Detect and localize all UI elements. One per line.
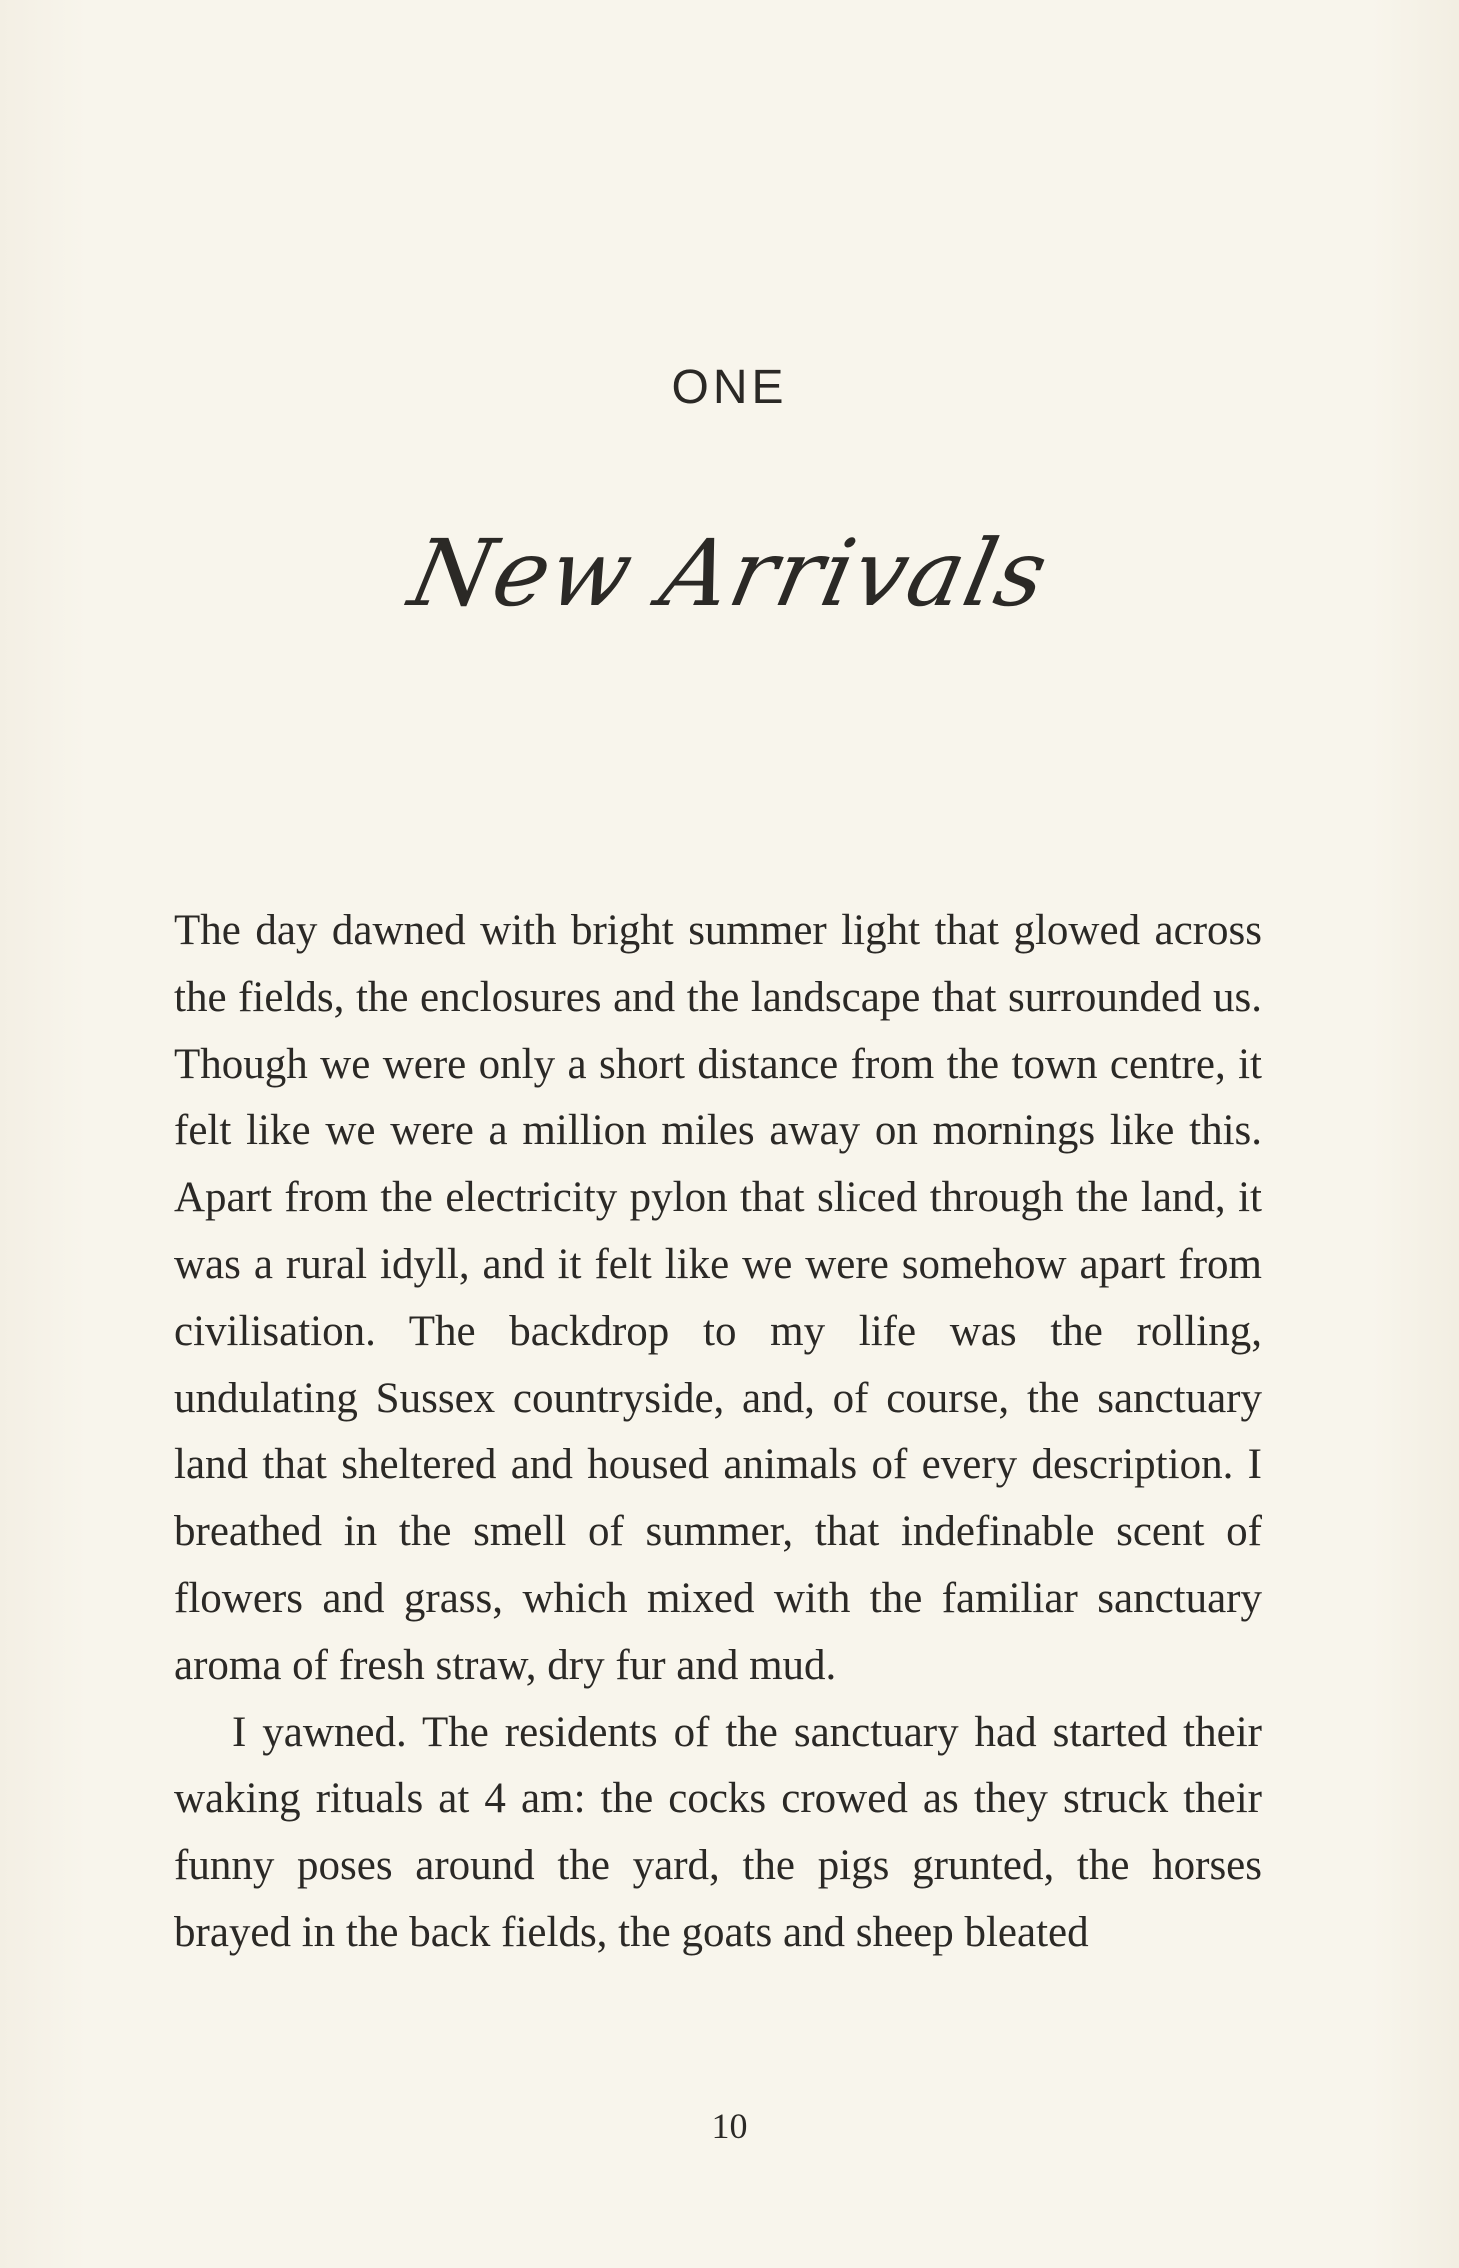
body-text bbox=[174, 898, 1262, 1967]
chapter-title: New Arrivals bbox=[401, 520, 1058, 627]
paragraph-2: I yawned. The residents of the sanctuary had started their waking rituals at 4 am: the cocks crowed as they struck their funny poses around the yard, the pigs grunted, the horses brayed in the back fields, the goats and sheep bleated bbox=[174, 1708, 1262, 1956]
page-number: 10 bbox=[711, 2106, 748, 2146]
chapter-number: ONE bbox=[671, 361, 788, 414]
paragraph-1: The day dawned with bright summer light that glowed across the fields, the enclosures and the landscape that surrounded us. Though we were only a short distance from the town centre, it felt like we were a million miles away on mornings like this. Apart from the electricity pylon that sliced through the land, it was a rural idyll, and it felt like we were somehow apart from civilisation. The backdrop to my life was the rolling, undulating Sussex countryside, and, of course, the sanctuary land that sheltered and housed animals of every description. I breathed in the smell of summer, that indefinable scent of flowers and grass, which mixed with the familiar sanctuary aroma of fresh straw, dry fur and mud. bbox=[174, 907, 1262, 1689]
